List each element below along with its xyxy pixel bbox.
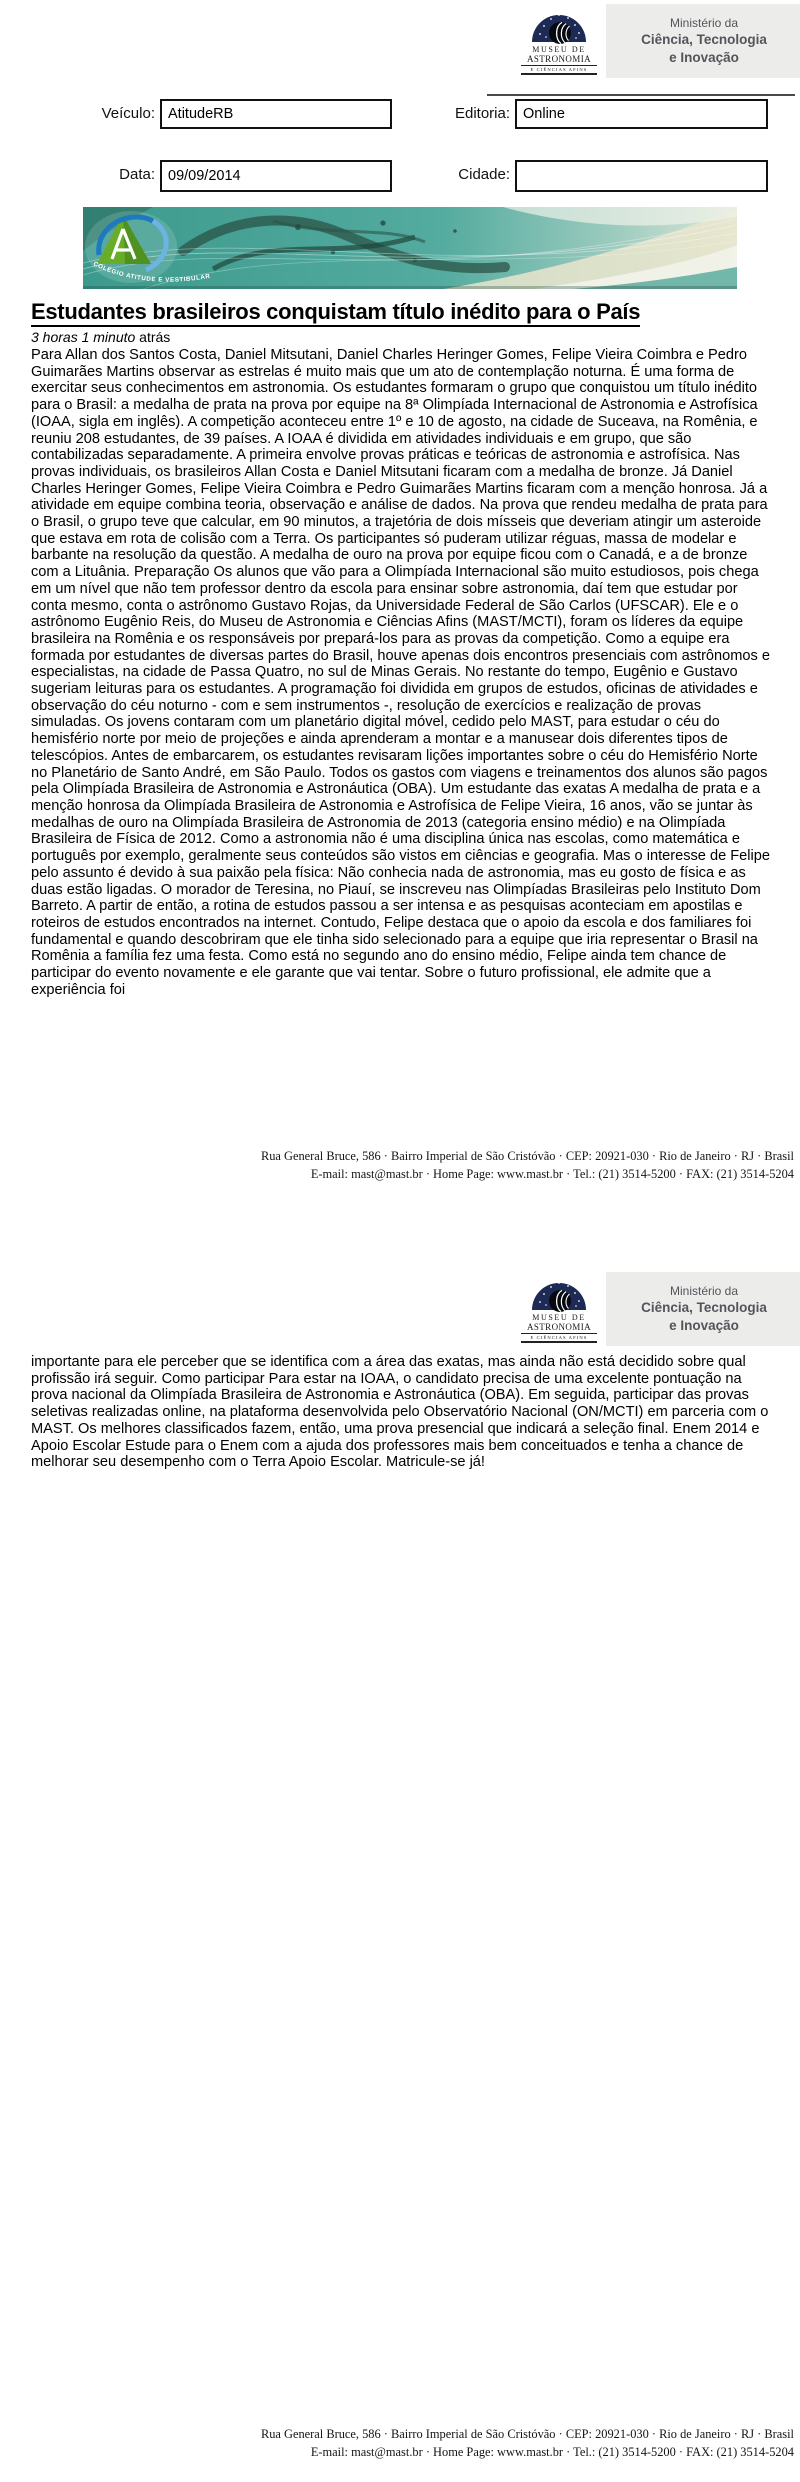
banner-graphic bbox=[83, 207, 737, 289]
ministry-line3: e Inovação bbox=[669, 49, 739, 65]
cidade-label: Cidade: bbox=[458, 166, 510, 183]
article-body-page2: importante para ele perceber que se identifica com a área das exatas, mas ainda não está decidido sobre qual profissão irá seguir. Como participar Para estar na IOAA, o candidato precisa de uma excelente pontuação na prova nacional da Olimpíada Brasileira de Astronomia e Astronáutica (OBA). Em seguida, participar das provas seletivas realizadas online, na plataforma desenvolvida pelo Observatório Nacional (ON/MCTI) em parceria com o MAST. Os melhores classificados fazem, então, uma prova presencial que indicará a seleção final. Enem 2014 e Apoio Escolar Estude para o Enem com a ajuda dos professores mais bem conceituados e tenha a chance de melhorar seu desempenho com o Terra Apoio Escolar. Matricule-se já! bbox=[31, 1354, 769, 1471]
ministry-line2: Ciência, Tecnologia bbox=[641, 1300, 767, 1316]
ministry-logo bbox=[606, 1272, 800, 1346]
mast-logo-line2: ASTRONOMIA bbox=[526, 54, 591, 64]
article-byline bbox=[31, 329, 170, 345]
ministry-logo bbox=[606, 4, 800, 78]
ministry-line3: e Inovação bbox=[669, 1317, 739, 1333]
byline-suffix: atrás bbox=[135, 329, 171, 345]
header-divider bbox=[487, 94, 795, 96]
veiculo-input[interactable] bbox=[160, 99, 392, 129]
mast-logo-line3: E CIÊNCIAS AFINS bbox=[521, 65, 597, 75]
mast-logo bbox=[521, 1272, 597, 1343]
mast-logo bbox=[521, 4, 597, 75]
footer-contact: E-mail: mast@mast.br · Home Page: www.mast.br · Tel.: (21) 3514-5200 · FAX: (21) 3514-5204 bbox=[310, 1166, 794, 1181]
letterhead-page2 bbox=[521, 1272, 800, 1346]
editoria-input[interactable] bbox=[515, 99, 768, 129]
ministry-line1: Ministério da bbox=[669, 1284, 739, 1299]
editoria-label: Editoria: bbox=[454, 105, 510, 122]
byline-time: 3 horas 1 minuto bbox=[31, 329, 136, 345]
ministry-line2: Ciência, Tecnologia bbox=[641, 32, 767, 48]
mast-logo-line2: ASTRONOMIA bbox=[526, 1322, 591, 1332]
footer-contact: E-mail: mast@mast.br · Home Page: www.mast.br · Tel.: (21) 3514-5200 · FAX: (21) 3514-5204 bbox=[310, 2444, 794, 2459]
veiculo-label: Veículo: bbox=[101, 105, 155, 122]
letterhead-page1 bbox=[521, 4, 800, 78]
article-title: Estudantes brasileiros conquistam título inédito para o País bbox=[31, 299, 640, 325]
mast-logo-line3: E CIÊNCIAS AFINS bbox=[521, 1333, 597, 1343]
mast-logo-line1: MUSEU DE bbox=[532, 45, 586, 54]
article-body-page1: Para Allan dos Santos Costa, Daniel Mitsutani, Daniel Charles Heringer Gomes, Felipe Vieira Coimbra e Pedro Guimarães Martins observar as estrelas é muito mais que um ato de contemplação noturna. É uma forma de exercitar seus conhecimentos em astronomia. Os estudantes formaram o grupo que conquistou um título inédito para o Brasil: a medalha de prata na prova por equipe na 8ª Olimpíada Internacional de Astronomia e Astrofísica (IOAA, sigla em inglês). A competição aconteceu entre 1º e 10 de agosto, na cidade de Suceava, na Romênia, e reuniu 208 estudantes, de 39 países. A IOAA é dividida em atividades individuais e em grupo, que são contabilizadas separadamente. A primeira envolve provas práticas e teóricas de astronomia e astrofísica. Nas provas individuais, os brasileiros Allan Costa e Daniel Mitsutani ficaram com a medalha de bronze. Já Daniel Charles Heringer Gomes, Felipe Vieira Coimbra e Pedro Guimarães Martins ficaram com a menção honrosa. Já a atividade em equipe combina teoria, observação e análise de dados. Na prova que rendeu medalha de prata para o Brasil, o grupo teve que calcular, em 90 minutos, a trajetória de dois mísseis que deveriam atingir um asteroide que estava em rota de colisão com a Terra. Os participantes só puderam utilizar réguas, massa de modelar e barbante na resolução da questão. A medalha de ouro na prova por equipe ficou com o Canadá, e a de bronze com a Lituânia. Preparação Os alunos que vão para a Olimpíada Internacional são muito estudiosos, pois chega em um nível que não tem professor dentro da escola para ensinar sobre astronomia, daí tem que estudar por conta mesmo, conta o astrônomo Gustavo Rojas, da Universidade Federal de São Carlos (UFSCAR). Ele e o astrônomo Eugênio Reis, do Museu de Astronomia e Ciências Afins (MAST/MCTI), foram os líderes da equipe brasileira na Romênia e os responsáveis por prepará-los para as provas da competição. Como a equipe era formada por estudantes de diversas partes do Brasil, houve apenas dois encontros presenciais com astrônomos e especialistas, na cidade de Passa Quatro, no sul de Minas Gerais. No restante do tempo, Eugênio e Gustavo sugeriam leituras para os estudantes. A programação foi dividida em grupos de estudos, oficinas de atividades e observação do céu noturno - com e sem instrumentos -, resolução de exercícios e realização de provas simuladas. Os jovens contaram com um planetário digital móvel, cedido pelo MAST, para estudar o céu do hemisfério norte por meio de projeções e ainda aprenderam a montar e a manusear dois diferentes tipos de telescópios. Antes de embarcarem, os estudantes revisaram lições importantes sobre o céu do Hemisfério Norte no Planetário de Santo André, em São Paulo. Todos os gastos com viagens e treinamentos dos alunos são pagos pela Olimpíada Brasileira de Astronomia e Astronáutica (OBA). Um estudante das exatas A medalha de prata e a menção honrosa da Olimpíada Brasileira de Astronomia e Astrofísica de Felipe Vieira, 16 anos, vão se juntar às medalhas de ouro na Olimpíada Brasileira de Astronomia de 2013 (categoria ensino médio) e na Olimpíada Brasileira de Física de 2012. Como a astronomia não é uma disciplina única nas escolas, como matemática e português por exemplo, geralmente seus conteúdos são vistos em ciências e geografia. Mas o interesse de Felipe pelo assunto é devido à sua paixão pela física: Não conhecia nada de astronomia, mas eu gosto de física e as duas estão ligadas. O morador de Teresina, no Piauí, se inscreveu nas Olimpíadas Brasileiras pelo Instituto Dom Barreto. A partir de então, a rotina de estudos passou a ser intensa e as pesquisas aconteciam em apostilas e roteiros de estudos encontrados na internet. Contudo, Felipe destaca que o apoio da escola e dos familiares foi fundamental e quando descobriram que ele tinha sido selecionado para a equipe que iria representar o Brasil na Romênia a família fez uma festa. Como está no segundo ano do ensino médio, Felipe ainda tem chance de participar do evento novamente e ele garante que vai tentar. Sobre o futuro profissional, ele admite que a experiência foi bbox=[31, 347, 771, 998]
data-input[interactable] bbox=[160, 160, 392, 192]
footer-address: Rua General Bruce, 586 · Bairro Imperial de São Cristóvão · CEP: 20921-030 · Rio de Janeiro · RJ · Brasil bbox=[260, 1149, 794, 1163]
observatory-dome-icon bbox=[531, 4, 587, 44]
cidade-input[interactable] bbox=[515, 160, 768, 192]
article-banner-image bbox=[83, 207, 737, 289]
footer-address: Rua General Bruce, 586 · Bairro Imperial de São Cristóvão · CEP: 20921-030 · Rio de Janeiro · RJ · Brasil bbox=[260, 2427, 794, 2441]
observatory-dome-icon bbox=[531, 1272, 587, 1312]
mast-logo-line1: MUSEU DE bbox=[532, 1313, 586, 1322]
page1-footer bbox=[100, 1148, 794, 1184]
ministry-line1: Ministério da bbox=[669, 16, 739, 31]
data-label: Data: bbox=[119, 166, 155, 183]
atitude-logo-arc-text: COLÉGIO ATITUDE E VESTIBULAR bbox=[92, 260, 211, 284]
page2-footer bbox=[100, 2426, 794, 2462]
